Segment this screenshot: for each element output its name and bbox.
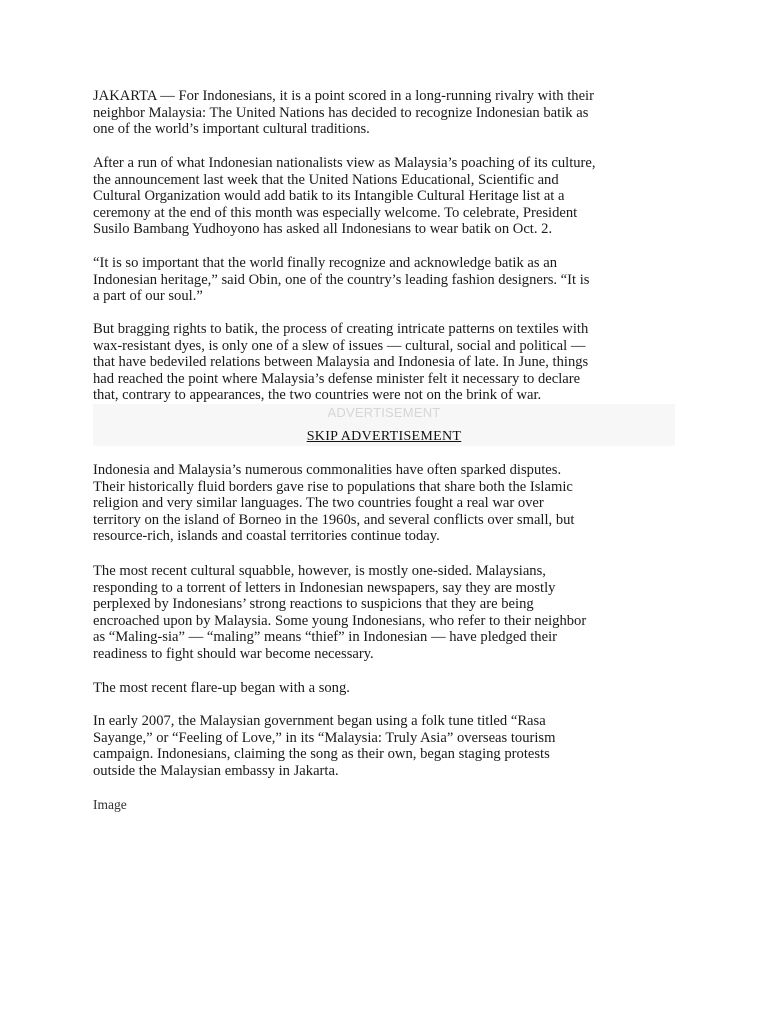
text-line: territory on the island of Borneo in the 1960s, and several conflicts over small, but — [93, 511, 575, 528]
text-line: wax-resistant dyes, is only one of a slew of issues — cultural, social and political — — [93, 337, 586, 354]
text-line: as “Maling-sia” — “maling” means “thief” in Indonesian — have pledged their — [93, 629, 557, 646]
text-line: In early 2007, the Malaysian government began using a folk tune titled “Rasa — [93, 713, 546, 729]
skip-advertisement-link[interactable]: SKIP ADVERTISEMENT — [306, 429, 462, 444]
text-line: “It is so important that the world finally recognize and acknowledge batik as an — [93, 255, 558, 271]
text-line: The most recent flare-up began with a song. — [93, 680, 350, 696]
text-line: outside the Malaysian embassy in Jakarta. — [93, 762, 339, 779]
text-line: religion and very similar languages. The two countries fought a real war over — [93, 495, 544, 512]
text-line: Their historically fluid borders gave rise to populations that share both the Islamic — [93, 478, 573, 495]
text-line: Sayange,” or “Feeling of Love,” in its “Malaysia: Truly Asia” overseas tourism — [93, 729, 556, 746]
text-line: Cultural Organization would add batik to its Intangible Cultural Heritage list at a — [93, 188, 565, 205]
text-line: After a run of what Indonesian nationalists view as Malaysia’s poaching of its culture, — [93, 155, 596, 171]
text-line: had reached the point where Malaysia’s defense minister felt it necessary to declare — [93, 370, 581, 387]
text-line: a part of our soul.” — [93, 288, 203, 305]
paragraph-8 — [93, 713, 693, 779]
text-line: The most recent cultural squabble, however, is mostly one-sided. Malaysians, — [93, 563, 546, 579]
text-line: one of the world’s important cultural traditions. — [93, 121, 370, 138]
advertisement-label: ADVERTISEMENT — [327, 405, 441, 420]
paragraph-5 — [93, 462, 693, 545]
text-line: encroached upon by Malaysia. Some young Indonesians, who refer to their neighbor — [93, 612, 587, 629]
text-line: Indonesia and Malaysia’s numerous commonalities have often sparked disputes. — [93, 462, 562, 478]
text-line: ceremony at the end of this month was especially welcome. To celebrate, President — [93, 204, 578, 221]
paragraph-1 — [93, 88, 693, 138]
text-line: that, contrary to appearances, the two countries were not on the brink of war. — [93, 387, 542, 404]
text-line: that have bedeviled relations between Malaysia and Indonesia of late. In June, things — [93, 354, 589, 371]
text-line: readiness to fight should war become necessary. — [93, 645, 374, 662]
paragraph-7 — [93, 680, 693, 697]
paragraph-3 — [93, 255, 693, 305]
text-line: campaign. Indonesians, claiming the song as their own, began staging protests — [93, 746, 550, 763]
text-line: resource-rich, islands and coastal territories continue today. — [93, 528, 440, 545]
text-line: perplexed by Indonesians’ strong reactions to suspicions that they are being — [93, 596, 534, 613]
text-line: JAKARTA — For Indonesians, it is a point scored in a long-running rivalry with their — [93, 88, 594, 104]
text-line: Indonesian heritage,” said Obin, one of the country’s leading fashion designers. “It is — [93, 271, 590, 288]
paragraph-4 — [93, 321, 693, 404]
advertisement-slot — [93, 404, 675, 446]
paragraph-2 — [93, 155, 693, 238]
text-line: the announcement last week that the United Nations Educational, Scientific and — [93, 171, 559, 188]
image-placeholder-label: Image — [93, 797, 127, 812]
text-line: Susilo Bambang Yudhoyono has asked all Indonesians to wear batik on Oct. 2. — [93, 221, 553, 238]
text-line: responding to a torrent of letters in Indonesian newspapers, say they are mostly — [93, 579, 556, 596]
paragraph-6 — [93, 563, 693, 663]
text-line: But bragging rights to batik, the process of creating intricate patterns on textiles with — [93, 321, 589, 337]
text-line: neighbor Malaysia: The United Nations has decided to recognize Indonesian batik as — [93, 104, 589, 121]
